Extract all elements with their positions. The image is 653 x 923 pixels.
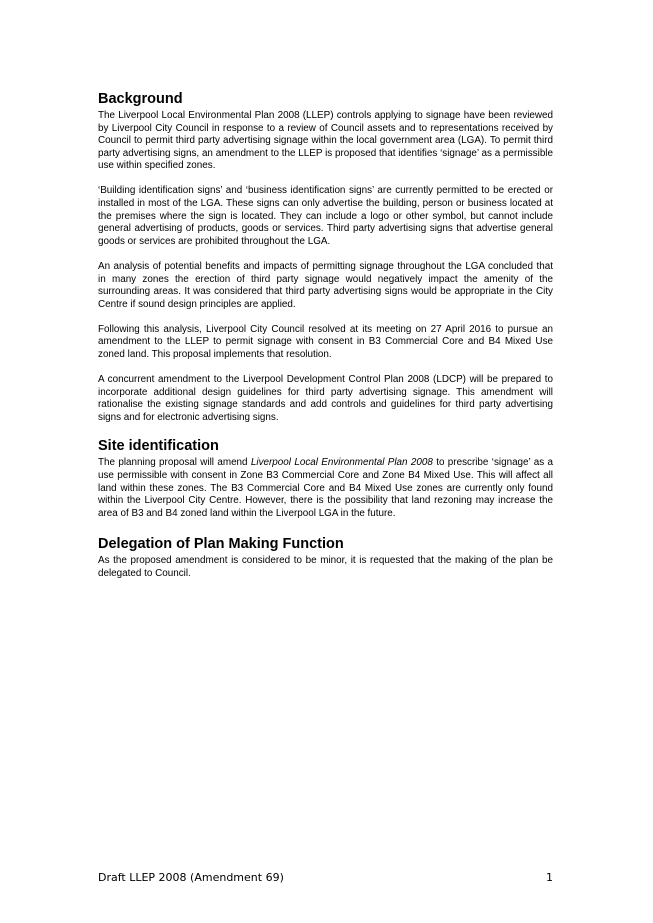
paragraph: ‘Building identification signs’ and ‘business identification signs’ are currently permitted to be erected or installed in most of the LGA. These signs can only advertise the building, person or business located at the premises where the sign is located. They can include a logo or other symbol, but cannot include general advertising of products, goods or services. Third party advertising signs that advertise general goods or services are prohibited throughout the LGA. — [98, 185, 553, 247]
section-heading: Background — [98, 91, 183, 107]
section-heading: Site identification — [98, 438, 219, 455]
text-run: to prescribe ‘signage’ as a use permissible with consent in Zone B3 Commercial Core and Zone B4 Mixed Use. This will affect all land within these zones. The B3 Commercial Core and B4 Mixed Use zones are currently only found within the Liverpool City Centre. However, there is the possibility that land rezoning may increase the area of B3 and B4 zoned land within the Liverpool LGA in the future. — [98, 457, 553, 519]
section-heading: Delegation of Plan Making Function — [98, 536, 344, 553]
paragraph: An analysis of potential benefits and impacts of permitting signage throughout the LGA concluded that in many zones the erection of third party signage would negatively impact the amenity of the surrounding areas. It was considered that third party advertising signs would be appropriate in the City Centre if sound design principles are applied. — [98, 260, 553, 310]
plan-title-italic: Liverpool Local Environmental Plan 2008 — [250, 457, 433, 469]
section-site-identification — [98, 437, 553, 520]
paragraph — [98, 457, 553, 520]
paragraph: A concurrent amendment to the Liverpool Development Control Plan 2008 (LDCP) will be prepared to incorporate additional design guidelines for third party advertising signage. This amendment will rationalise the existing signage standards and add controls and guidelines for third party advertising signs and for electronic advertising signs. — [98, 374, 553, 423]
section-background — [98, 90, 553, 424]
footer-title: Draft LLEP 2008 (Amendment 69) — [98, 871, 284, 884]
section-delegation — [98, 535, 553, 580]
paragraph: Following this analysis, Liverpool City Council resolved at its meeting on 27 April 2016 to pursue an amendment to the LLEP to permit signage with consent in B3 Commercial Core and B4 Mixed Use zoned land. This proposal implements that resolution. — [98, 323, 553, 360]
paragraph: As the proposed amendment is considered to be minor, it is requested that the making of the plan be delegated to Council. — [98, 555, 553, 580]
paragraph: The Liverpool Local Environmental Plan 2008 (LLEP) controls applying to signage have been reviewed by Liverpool City Council in response to a review of Council assets and to representations received by Council to permit third party advertising signage within the local government area (LGA). To permit third party advertising signs, an amendment to the LLEP is proposed that identifies ‘signage’ as a permissible use within specified zones. — [98, 110, 553, 172]
document-page — [98, 90, 553, 593]
text-run: The planning proposal will amend — [98, 457, 251, 469]
page-footer — [98, 871, 553, 884]
page-number: 1 — [546, 871, 553, 884]
